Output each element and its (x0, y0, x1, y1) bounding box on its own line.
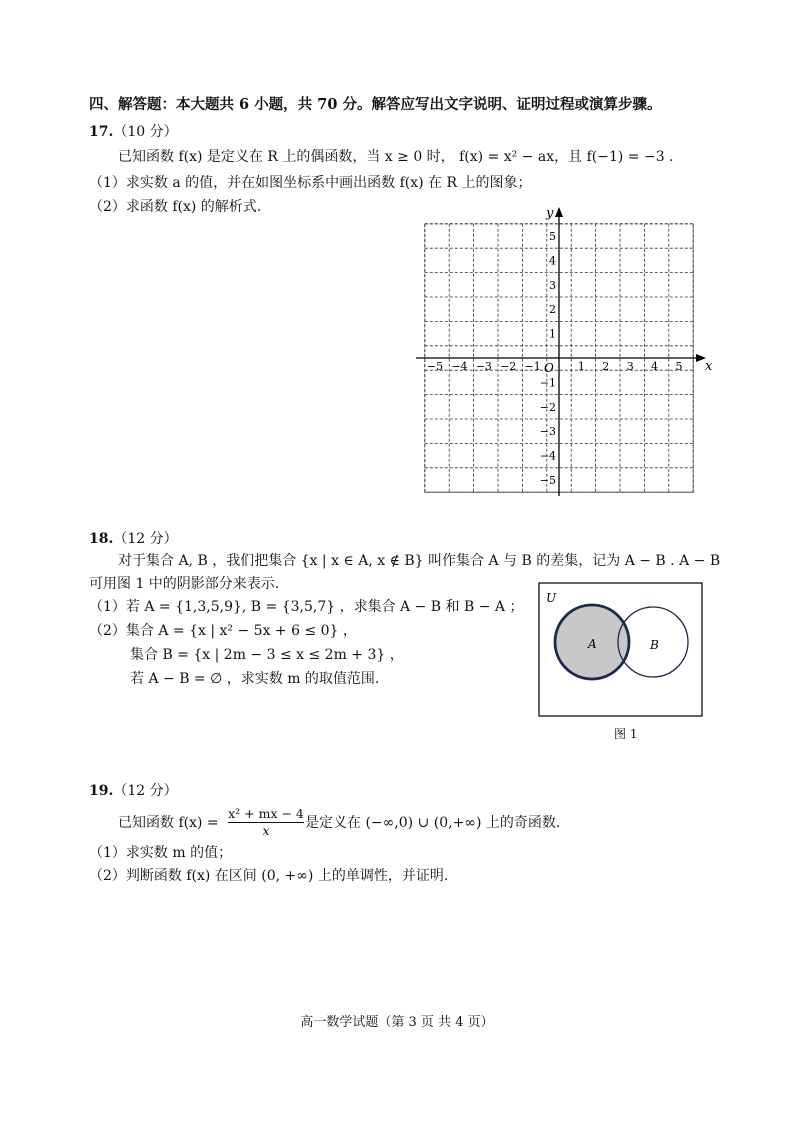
question-19-heading (89, 783, 178, 800)
question-17-number: 17. (89, 124, 114, 140)
x-tick-label: −4 (451, 360, 468, 373)
question-18-part2-line2: 集合 B = {x | 2m − 3 ≤ x ≤ 2m + 3} ， (130, 647, 404, 663)
x-tick-label: 3 (626, 360, 634, 373)
question-18-number: 18. (89, 531, 114, 547)
y-tick-label: 5 (549, 230, 556, 243)
question-17-part1: （1）求实数 a 的值，并在如图坐标系中画出函数 f(x) 在 R 上的图象； (89, 175, 532, 191)
x-tick-label: 5 (675, 360, 683, 373)
question-19-fraction (228, 806, 304, 838)
y-tick-label: −1 (539, 376, 556, 390)
x-tick-label: 1 (577, 360, 585, 373)
x-tick-label: −2 (500, 360, 517, 373)
universe-label: U (546, 591, 557, 605)
question-19-stem-suffix: 是定义在 (−∞,0) ∪ (0,+∞) 上的奇函数. (305, 815, 561, 831)
question-19-stem-prefix: 已知函数 f(x) = (118, 815, 219, 831)
question-18-part2-line3: 若 A − B = ∅ ，求实数 m 的取值范围. (130, 671, 380, 687)
y-tick-label: −2 (539, 400, 556, 414)
question-19-number: 19. (89, 783, 114, 799)
question-18-points: （12 分） (113, 531, 178, 547)
question-17-points: （10 分） (113, 124, 178, 140)
x-tick-label: −1 (524, 360, 541, 373)
origin-label: O (544, 361, 554, 375)
question-18-stem-line1: 对于集合 A, B ，我们把集合 {x | x ∈ A, x ∉ B} 叫作集合 A 与 B 的差集，记为 A − B . A − B (118, 553, 721, 569)
y-tick-label: 4 (549, 254, 556, 268)
section-header: 四、解答题：本大题共 6 小题，共 70 分。解答应写出文字说明、证明过程或演算步骤。 (89, 96, 662, 113)
fraction-numerator: x² + mx − 4 (228, 806, 304, 821)
question-19-part2: （2）判断函数 f(x) 在区间 (0, +∞) 上的单调性，并证明. (89, 868, 449, 884)
y-axis-arrow-icon (555, 207, 563, 217)
x-tick-label: 4 (651, 360, 659, 373)
question-18-stem-line2: 可用图 1 中的阴影部分来表示. (89, 576, 280, 592)
x-tick-label: 2 (602, 360, 610, 373)
x-axis-label: x (705, 359, 713, 374)
y-tick-label: −3 (539, 425, 556, 439)
y-tick-label: 3 (549, 278, 556, 292)
question-17-stem: 已知函数 f(x) 是定义在 R 上的偶函数，当 x ≥ 0 时， f(x) = x² − ax，且 f(−1) = −3 . (118, 149, 674, 165)
y-axis-label: y (546, 206, 554, 221)
figure-caption: 图 1 (614, 727, 638, 741)
grid-axes (416, 207, 706, 496)
question-18-heading (89, 531, 178, 548)
question-18-part2-line1: （2）集合 A = {x | x² − 5x + 6 ≤ 0} ， (89, 623, 357, 639)
x-tick-label: −5 (426, 360, 444, 373)
set-b-label: B (650, 638, 659, 652)
venn-diagram (538, 582, 704, 720)
x-tick-label: −3 (475, 360, 492, 373)
question-17-part2: （2）求函数 f(x) 的解析式. (89, 199, 262, 215)
question-18-part1: （1）若 A = {1,3,5,9}, B = {3,5,7} ，求集合 A − B 和 B − A ； (89, 599, 524, 615)
fraction-denominator: x (262, 823, 270, 838)
y-tick-label: −5 (539, 474, 556, 487)
set-a-label: A (588, 637, 597, 651)
y-tick-label: −4 (539, 449, 556, 463)
question-19-points: （12 分） (113, 783, 178, 799)
y-tick-label: 2 (549, 303, 556, 317)
question-19-part1: （1）求实数 m 的值； (89, 845, 233, 861)
y-tick-label: 1 (549, 327, 556, 341)
page-footer: 高一数学试题（第 3 页 共 4 页） (300, 1015, 494, 1030)
